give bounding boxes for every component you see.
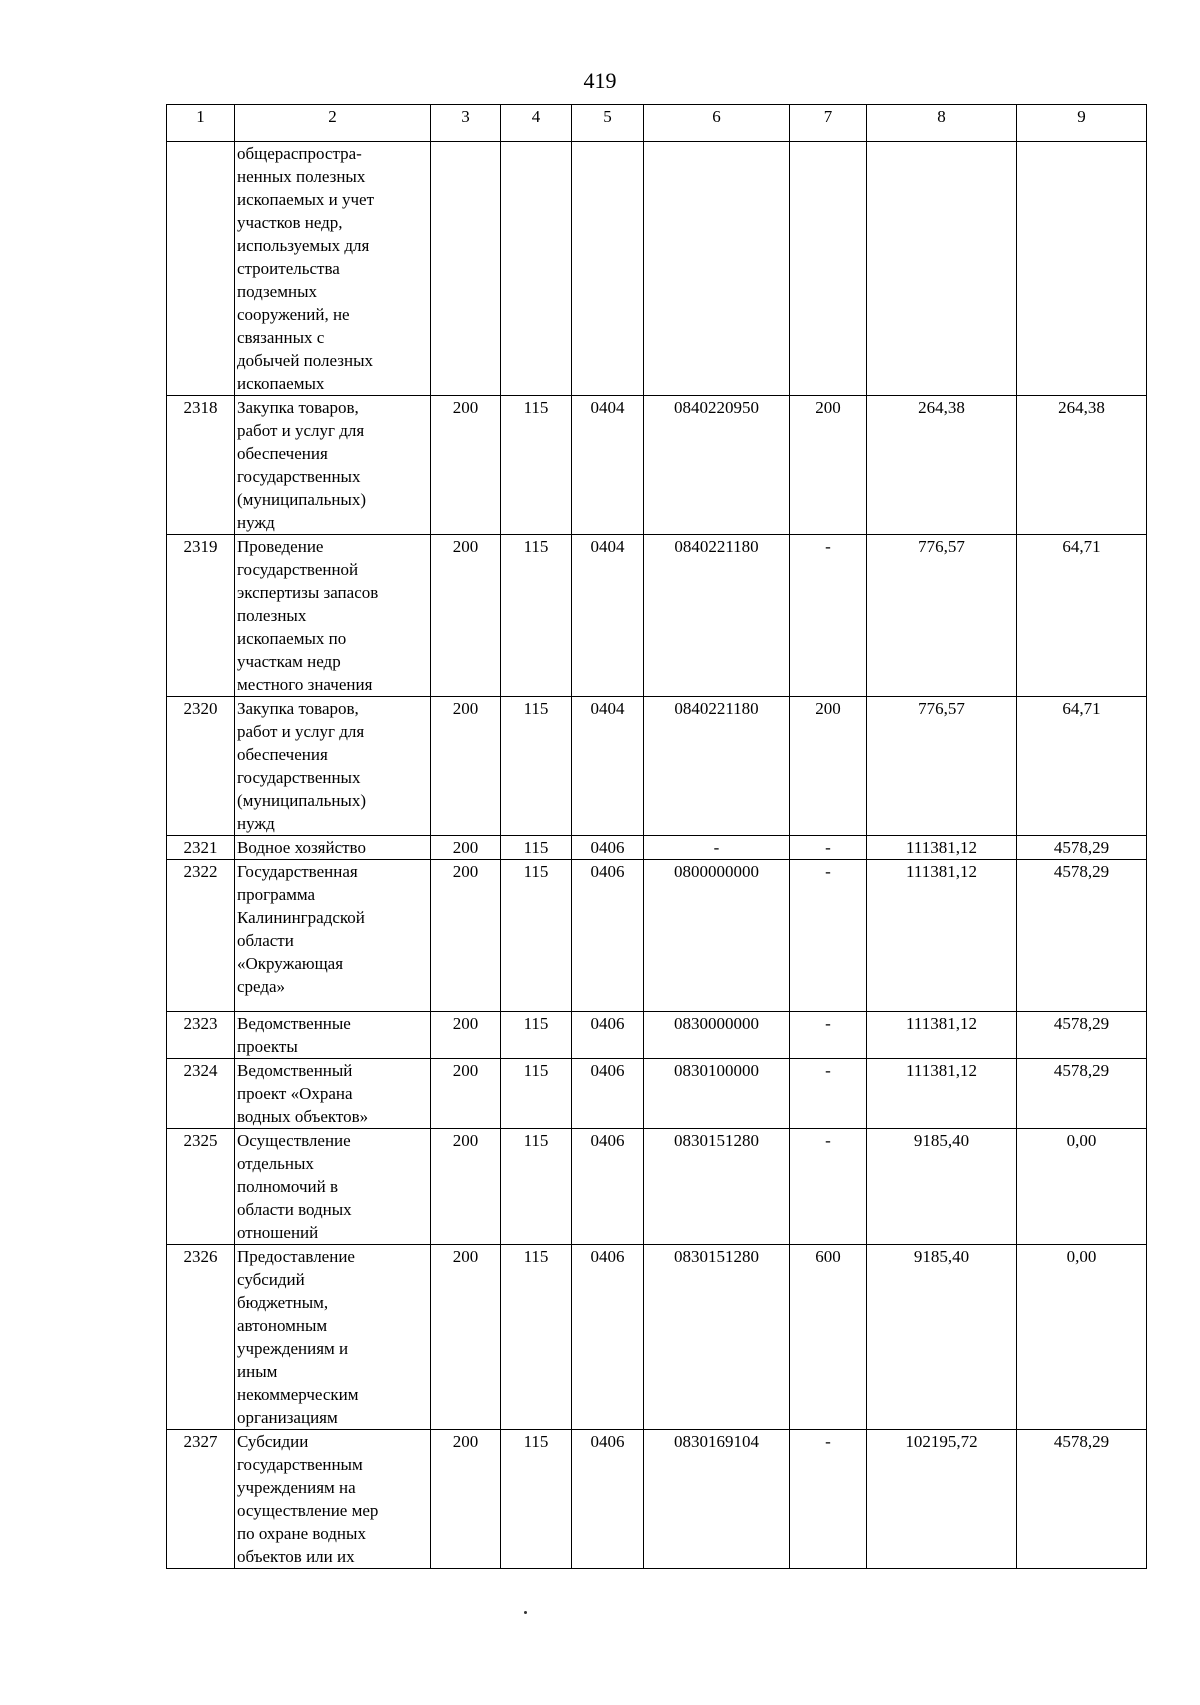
table-row (167, 1059, 1147, 1129)
col-6-cell: 0830100000 (644, 1059, 790, 1129)
col-4-cell: 115 (501, 860, 572, 1012)
header-cell-2: 2 (235, 105, 431, 142)
col-9-cell: 0,00 (1017, 1245, 1147, 1430)
col-9-cell: 264,38 (1017, 396, 1147, 535)
col-4-cell: 115 (501, 836, 572, 860)
col-4-cell: 115 (501, 1430, 572, 1569)
col-3-cell: 200 (431, 1129, 501, 1245)
col-5-cell: 0406 (572, 1129, 644, 1245)
row-name-cell: Осуществление отдельных полномочий в области водных отношений (235, 1129, 431, 1245)
row-number-cell: 2322 (167, 860, 235, 1012)
col-7-cell: 200 (790, 697, 867, 836)
table-row (167, 535, 1147, 697)
row-number-cell: 2324 (167, 1059, 235, 1129)
col-8-cell: 264,38 (867, 396, 1017, 535)
row-name-cell: Государственная программа Калининградской области «Окружающая среда» (235, 860, 431, 1012)
table-row (167, 697, 1147, 836)
col-7-cell (790, 142, 867, 396)
col-7-cell: 600 (790, 1245, 867, 1430)
col-4-cell: 115 (501, 535, 572, 697)
row-number-cell (167, 142, 235, 396)
row-number-cell: 2326 (167, 1245, 235, 1430)
col-5-cell: 0406 (572, 1245, 644, 1430)
col-7-cell: - (790, 1012, 867, 1059)
col-8-cell: 776,57 (867, 535, 1017, 697)
col-6-cell (644, 142, 790, 396)
table-row (167, 1012, 1147, 1059)
col-6-cell: 0830151280 (644, 1129, 790, 1245)
header-cell-1: 1 (167, 105, 235, 142)
col-8-cell: 111381,12 (867, 1012, 1017, 1059)
header-cell-6: 6 (644, 105, 790, 142)
col-3-cell: 200 (431, 396, 501, 535)
row-number-cell: 2318 (167, 396, 235, 535)
col-3-cell: 200 (431, 535, 501, 697)
row-number-cell: 2323 (167, 1012, 235, 1059)
row-number-cell: 2319 (167, 535, 235, 697)
col-7-cell: - (790, 1129, 867, 1245)
col-4-cell: 115 (501, 1245, 572, 1430)
col-9-cell (1017, 142, 1147, 396)
budget-table (166, 104, 1147, 1569)
col-5-cell: 0406 (572, 1430, 644, 1569)
page-number: 419 (583, 68, 617, 93)
col-9-cell: 4578,29 (1017, 1012, 1147, 1059)
header-cell-7: 7 (790, 105, 867, 142)
header-cell-9: 9 (1017, 105, 1147, 142)
header-row (167, 105, 1147, 142)
col-4-cell: 115 (501, 1012, 572, 1059)
col-5-cell: 0404 (572, 535, 644, 697)
row-name-cell: Ведомственный проект «Охрана водных объектов» (235, 1059, 431, 1129)
col-6-cell: - (644, 836, 790, 860)
row-number-cell: 2320 (167, 697, 235, 836)
col-8-cell: 111381,12 (867, 1059, 1017, 1129)
col-5-cell: 0406 (572, 1012, 644, 1059)
row-number-cell: 2327 (167, 1430, 235, 1569)
col-9-cell: 4578,29 (1017, 1059, 1147, 1129)
col-4-cell: 115 (501, 697, 572, 836)
row-number-cell: 2321 (167, 836, 235, 860)
col-8-cell: 9185,40 (867, 1129, 1017, 1245)
col-6-cell: 0840220950 (644, 396, 790, 535)
col-3-cell: 200 (431, 1012, 501, 1059)
col-4-cell: 115 (501, 1059, 572, 1129)
col-8-cell: 776,57 (867, 697, 1017, 836)
col-3-cell: 200 (431, 1059, 501, 1129)
col-5-cell: 0406 (572, 1059, 644, 1129)
table-row (167, 396, 1147, 535)
header-cell-4: 4 (501, 105, 572, 142)
col-6-cell: 0830000000 (644, 1012, 790, 1059)
col-5-cell: 0406 (572, 836, 644, 860)
col-8-cell (867, 142, 1017, 396)
col-9-cell: 64,71 (1017, 535, 1147, 697)
col-6-cell: 0840221180 (644, 535, 790, 697)
col-7-cell: - (790, 1430, 867, 1569)
row-name-cell: Предоставление субсидий бюджетным, автономным учреждениям и иным некоммерческим организациям (235, 1245, 431, 1430)
col-7-cell: 200 (790, 396, 867, 535)
row-number-cell: 2325 (167, 1129, 235, 1245)
col-5-cell: 0404 (572, 697, 644, 836)
col-7-cell: - (790, 535, 867, 697)
col-3-cell: 200 (431, 697, 501, 836)
col-3-cell (431, 142, 501, 396)
col-8-cell: 9185,40 (867, 1245, 1017, 1430)
col-7-cell: - (790, 860, 867, 1012)
table-row (167, 1430, 1147, 1569)
col-3-cell: 200 (431, 836, 501, 860)
col-3-cell: 200 (431, 1245, 501, 1430)
scan-speck (524, 1611, 527, 1614)
row-name-cell: Проведение государственной экспертизы запасов полезных ископаемых по участкам недр местного значения (235, 535, 431, 697)
row-name-cell: Закупка товаров, работ и услуг для обеспечения государственных (муниципальных) нужд (235, 396, 431, 535)
row-name-cell: общераспростра- ненных полезных ископаемых и учет участков недр, используемых для строительства подземных сооружений, не связанных с добычей полезных ископаемых (235, 142, 431, 396)
col-5-cell: 0404 (572, 396, 644, 535)
col-9-cell: 4578,29 (1017, 836, 1147, 860)
header-cell-8: 8 (867, 105, 1017, 142)
table-row (167, 1245, 1147, 1430)
table-body (167, 142, 1147, 1569)
table-row (167, 860, 1147, 1012)
col-9-cell: 0,00 (1017, 1129, 1147, 1245)
col-8-cell: 102195,72 (867, 1430, 1017, 1569)
col-3-cell: 200 (431, 1430, 501, 1569)
col-9-cell: 64,71 (1017, 697, 1147, 836)
col-6-cell: 0800000000 (644, 860, 790, 1012)
col-4-cell (501, 142, 572, 396)
col-9-cell: 4578,29 (1017, 1430, 1147, 1569)
col-3-cell: 200 (431, 860, 501, 1012)
table-row (167, 142, 1147, 396)
col-6-cell: 0830169104 (644, 1430, 790, 1569)
col-4-cell: 115 (501, 1129, 572, 1245)
table-row (167, 1129, 1147, 1245)
col-8-cell: 111381,12 (867, 836, 1017, 860)
col-9-cell: 4578,29 (1017, 860, 1147, 1012)
col-6-cell: 0830151280 (644, 1245, 790, 1430)
col-4-cell: 115 (501, 396, 572, 535)
col-8-cell: 111381,12 (867, 860, 1017, 1012)
row-name-cell: Закупка товаров, работ и услуг для обеспечения государственных (муниципальных) нужд (235, 697, 431, 836)
col-5-cell (572, 142, 644, 396)
col-6-cell: 0840221180 (644, 697, 790, 836)
row-name-cell: Водное хозяйство (235, 836, 431, 860)
col-7-cell: - (790, 836, 867, 860)
col-5-cell: 0406 (572, 860, 644, 1012)
row-name-cell: Ведомственные проекты (235, 1012, 431, 1059)
row-name-cell: Субсидии государственным учреждениям на осуществление мер по охране водных объектов или их (235, 1430, 431, 1569)
col-7-cell: - (790, 1059, 867, 1129)
header-cell-5: 5 (572, 105, 644, 142)
header-cell-3: 3 (431, 105, 501, 142)
table-row (167, 836, 1147, 860)
